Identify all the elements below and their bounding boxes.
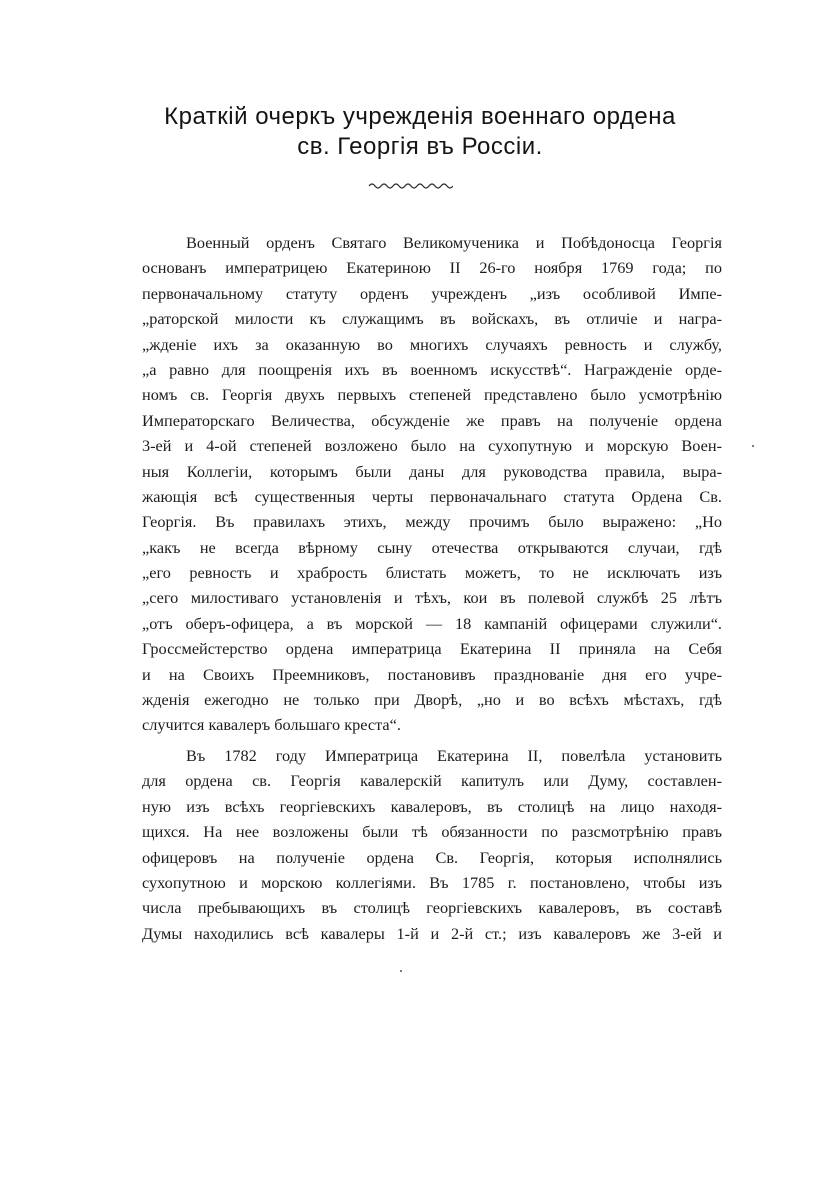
text-line: сухопутною и морскою коллегіями. Въ 1785 г. постановлено, чтобы изъ [142, 872, 722, 892]
text-line: „раторской милости къ служащимъ въ войскахъ, въ отличіе и награ- [142, 309, 722, 329]
text-line: ныя Коллегіи, которымъ были даны для руководства правила, выра- [142, 461, 722, 481]
document-title-line-1: Краткій очеркъ учрежденія военнаго ордена [164, 103, 676, 130]
page-speck [400, 970, 402, 972]
text-line: для ордена св. Георгія кавалерскій капитулъ или Думу, составлен- [142, 771, 722, 791]
text-line: Императорскаго Величества, обсужденіе же правъ на полученіе ордена [142, 410, 722, 430]
text-line: ную изъ всѣхъ георгіевскихъ кавалеровъ, въ столицѣ на лицо находя- [142, 796, 722, 816]
text-line: Военный орденъ Святаго Великомученика и Побѣдоносца Георгія [186, 233, 722, 252]
text-line: „а равно для поощренія ихъ въ военномъ искусствѣ“. Награжденіе орде- [142, 359, 722, 379]
text-line: офицеровъ на полученіе ордена Св. Георгія, которыя исполнялись [142, 847, 722, 867]
text-line: Въ 1782 году Императрица Екатерина II, повелѣла установить [186, 746, 722, 765]
text-line: „его ревность и храбрость блистать можетъ, то не исключать изъ [142, 563, 722, 583]
text-line: „какъ не всегда вѣрному сыну отечества открываются случаи, гдѣ [142, 537, 722, 557]
text-line: и на Своихъ Преемниковъ, постановивъ празднованіе дня его учре- [142, 664, 722, 684]
text-line: случится кавалеръ большаго креста“. [142, 715, 401, 735]
text-line: первоначальному статуту орденъ учрежденъ „изъ особливой Импе- [142, 283, 722, 303]
text-line: 3-ей и 4-ой степеней возложено было на сухопутную и морскую Воен- [142, 436, 722, 456]
paragraph-2 [142, 743, 722, 946]
text-line: жающія всѣ существенныя черты первоначальнаго статута Ордена Св. [142, 486, 722, 506]
text-line: „жденіе ихъ за оказанную во многихъ случаяхъ ревность и службу, [142, 334, 722, 354]
text-line: числа пребывающихъ въ столицѣ георгіевскихъ кавалеровъ, въ составѣ [142, 898, 722, 918]
text-line: основанъ императрицею Екатериною II 26-го ноября 1769 года; по [142, 258, 722, 278]
page-speck [752, 445, 754, 447]
document-title-line-2: св. Георгія въ Россіи. [297, 133, 543, 160]
text-line: номъ св. Георгія двухъ первыхъ степеней представлено было усмотрѣнію [142, 385, 722, 405]
paragraph-1 [142, 230, 722, 738]
text-line: Георгія. Въ правилахъ этихъ, между прочимъ было выражено: „Но [142, 512, 722, 532]
text-line: Думы находились всѣ кавалеры 1-й и 2-й ст.; изъ кавалеровъ же 3-ей и [142, 923, 722, 943]
text-line: щихся. На нее возложены были тѣ обязанности по разсмотрѣнію правъ [142, 822, 722, 842]
text-line: жденія ежегодно не только при Дворѣ, „но и во всѣхъ мѣстахъ, гдѣ [142, 690, 722, 710]
text-line: Гроссмейстерство ордена императрица Екатерина II приняла на Себя [142, 639, 722, 659]
text-line: „отъ оберъ-офицера, а въ морской — 18 кампаній офицерами служили“. [142, 613, 722, 633]
wavy-divider-icon [367, 180, 453, 192]
text-line: „сего милостиваго установленія и тѣхъ, кои въ полевой службѣ 25 лѣтъ [142, 588, 722, 608]
